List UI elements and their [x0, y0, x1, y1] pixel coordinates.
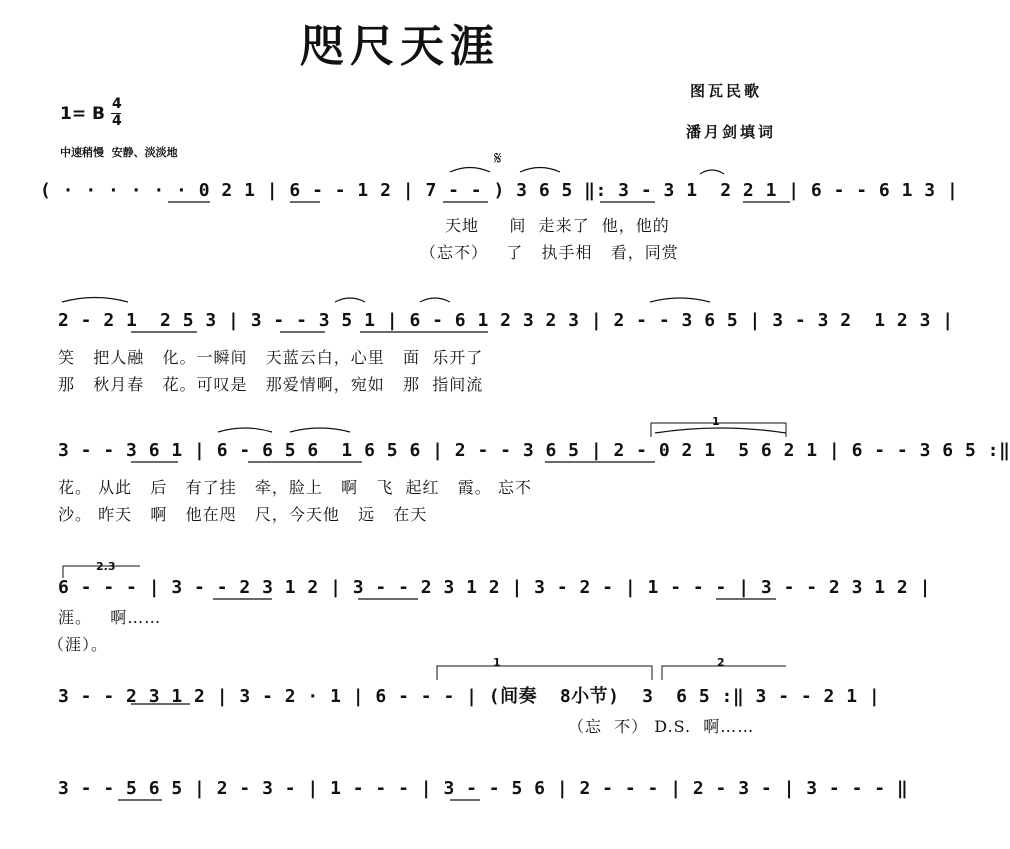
time-signature-bottom: 4 — [112, 113, 122, 129]
volta-1-label-row-5: 1 — [493, 656, 501, 669]
lyrics-row-3-verse-2: 沙。 昨天 啊 他在咫 尺，今天他 远 在天 — [58, 505, 428, 524]
lyrics-row-2-verse-1: 笑 把人融 化。一瞬间 天蓝云白，心里 面 乐开了 — [58, 348, 484, 367]
lyricist-credit: 潘月剑填词 — [686, 123, 777, 141]
song-source: 图瓦民歌 — [690, 82, 763, 100]
notation-row-1: ( · · · · · · 0 2 1 | 6 - - 1 2 | 7 - - ) 3 6 5 ‖: 3 - 3 1 2 2 1 | 6 - - 6 1 3 | — [40, 180, 959, 201]
notation-row-3: 3 - - 3 6 1 | 6 - 6 5 6 1 6 5 6 | 2 - - 3 6 5 | 2 - 0 2 1 5 6 2 1 | 6 - - 3 6 5 :‖ — [58, 440, 1010, 461]
notation-row-5: 3 - - 2 3 1 2 | 3 - 2 · 1 | 6 - - - | (间奏 8小节) 3 6 5 :‖ 3 - - 2 1 | — [58, 686, 881, 707]
volta-2-label-row-5: 2 — [717, 656, 725, 669]
lyrics-row-1-verse-1: 天地 间 走来了 他，他的 — [445, 216, 670, 235]
lyrics-row-5-verse-1: （忘 不） D.S. 啊…… — [568, 717, 755, 736]
lyrics-row-4-verse-1: 涯。 啊…… — [58, 608, 162, 627]
song-title: 咫尺天涯 — [300, 21, 500, 72]
lyrics-row-1-verse-2: （忘不） 了 执手相 看，同赏 — [420, 243, 679, 262]
notation-row-2: 2 - 2 1 2 5 3 | 3 - - 3 5 1 | 6 - 6 1 2 3 2 3 | 2 - - 3 6 5 | 3 - 3 2 1 2 3 | — [58, 310, 954, 331]
lyrics-row-2-verse-2: 那 秋月春 花。可叹是 那爱情啊，宛如 那 指间流 — [58, 375, 484, 394]
tempo-marking: 中速稍慢 安静、淡淡地 — [60, 146, 178, 159]
lyrics-row-3-verse-1: 花。 从此 后 有了挂 牵，脸上 啊 飞 起红 霞。 忘不 — [58, 478, 532, 497]
volta-1-label: 1 — [712, 415, 720, 428]
time-signature-top: 4 — [112, 96, 122, 112]
key-signature: 1= B — [60, 104, 105, 124]
notation-row-6: 3 - - 5 6 5 | 2 - 3 - | 1 - - - | 3 - - 5 6 | 2 - - - | 2 - 3 - | 3 - - - ‖ — [58, 778, 909, 799]
volta-2-3-label: 2.3 — [96, 560, 116, 573]
notation-row-4: 6 - - - | 3 - - 2 3 1 2 | 3 - - 2 3 1 2 | 3 - 2 - | 1 - - - | 3 - - 2 3 1 2 | — [58, 577, 931, 598]
segno-icon: 𝄋 — [494, 148, 502, 169]
lyrics-row-4-verse-2: （涯）。 — [48, 635, 109, 654]
